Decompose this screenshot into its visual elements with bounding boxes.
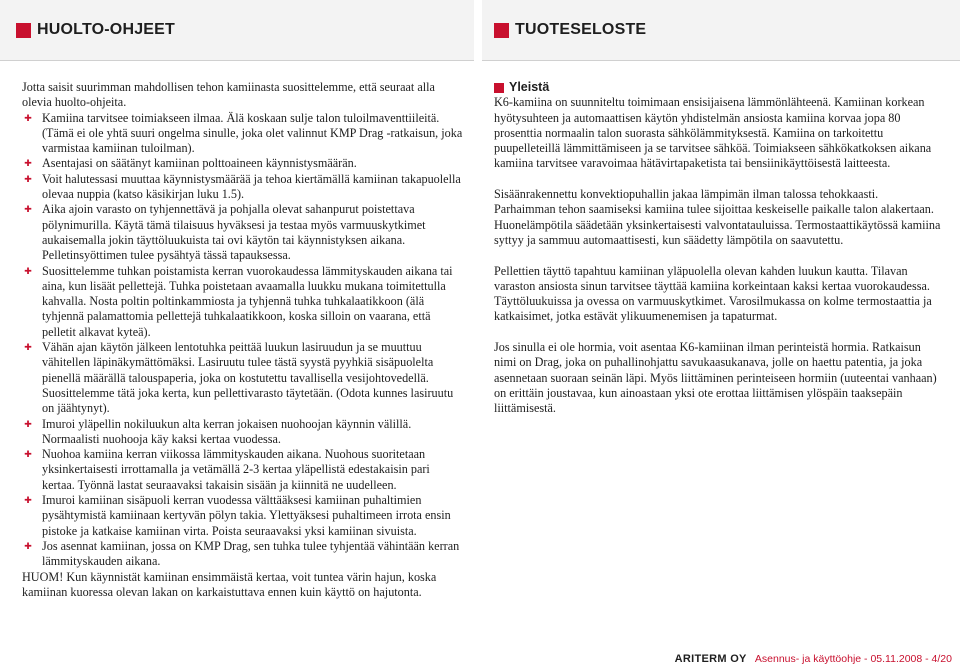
cross-icon: ✚	[24, 418, 32, 429]
bullet-item	[22, 539, 464, 570]
general-section-title: Yleistä	[509, 80, 550, 94]
bullet-item	[22, 111, 464, 157]
bullet-text: Voit halutessasi muuttaa käynnistysmäärää ja tehoa kiertämällä kamiinan takapuolella olevaa nuppia (katso käsikirjan luku 1.5).	[42, 171, 461, 202]
left-header-banner	[0, 0, 474, 61]
product-description	[494, 80, 942, 432]
cross-icon: ✚	[24, 173, 32, 184]
intro-paragraph: Jotta saisit suurimman mahdollisen tehon kamiinasta suosittelemme, että seuraat alla olevia huolto-ohjeita.	[22, 80, 435, 110]
bullet-item	[22, 172, 464, 203]
bullet-text: Jos asennat kamiinan, jossa on KMP Drag, sen tuhka tulee tyhjentää vähintään kerran lämmityskauden aikana.	[42, 538, 460, 569]
bullet-item	[22, 202, 464, 263]
cross-icon: ✚	[24, 265, 32, 276]
bullet-item	[22, 156, 464, 171]
square-marker-icon	[494, 23, 509, 38]
description-paragraph: K6-kamiina on suunniteltu toimimaan ensisijaisena lämmönlähteenä. Kamiinan korkean hyötysuhteen ja automaattisen käytön yhdistelmän ansiosta kamiina korvaa jopa 80 prosenttia normaalin talon suorasta sähkölämmityksestä. Kamiina on tarkoitettu puupelleteillä lämmittämiseen ja se tarvitsee sähköä. Toimiakseen sähkökatkoksen aikana kamiina tarvitsee varavoimaa hätävirtapaketista tai bensiinikäyttöisestä laitteesta.	[494, 95, 932, 171]
bullet-item	[22, 340, 464, 416]
cross-icon: ✚	[24, 112, 32, 123]
description-paragraph: Jos sinulla ei ole hormia, voit asentaa K6-kamiinan ilman perinteistä hormia. Ratkaisun nimi on Drag, joka on puhallinohjattu savukaasukanava, jolle on haettu patentia, ja joka asennetaan suoraan seinän läpi. Myös liittäminen perinteiseen hormiin (uuteentai vanhaan) on erittäin joustavaa, kun ainoastaan yksi ote erottaa liittämisen ylöspäin taaksepäin liittämisestä.	[494, 340, 937, 416]
general-section-heading	[494, 80, 942, 95]
bullet-text: Imuroi yläpellin nokiluukun alta kerran jokaisen nuohoojan käynnin välillä. Normaalisti nuohooja käy kaksi kertaa vuodessa.	[42, 416, 412, 446]
right-section-title: TUOTESELOSTE	[515, 21, 647, 38]
cross-icon: ✚	[24, 342, 32, 353]
bullet-text: Asentajasi on säätänyt kamiinan polttoaineen käynnistysmäärän.	[42, 156, 357, 171]
right-header-banner	[482, 0, 960, 61]
bullet-text: Vähän ajan käytön jälkeen lentotuhka peittää luukun lasiruudun ja se muuttuu vähitellen läpinäkymättömäksi. Lasiruutu tulee tästä syystä pyyhkiä sisäpuolelta pienellä määrällä talouspaperia, joka on kostutettu tavallisella vesijohtovedellä. Suosittelemme tätä joka kerta, kun pellettivarasto täytetään. (Odota kunnes lasiruutu on jäähtynyt).	[42, 340, 454, 416]
footer-document-info: Asennus- ja käyttöohje - 05.11.2008 - 4/20	[754, 653, 952, 665]
left-section-title: HUOLTO-OHJEET	[37, 21, 176, 38]
maintenance-bullet-list	[22, 111, 464, 570]
cross-icon: ✚	[24, 495, 32, 506]
bullet-item	[22, 264, 464, 340]
description-paragraph: Pellettien täyttö tapahtuu kamiinan yläpuolella olevan kahden luukun kautta. Tilavan varaston ansiosta sinun tarvitsee täyttää kamiina korkeintaan kaksi kertaa vuorokaudessa. Täyttöluukuissa ja ovessa on varmuuskytkimet. Varosilmukassa on kolme termostaattia ja katkaisimet, jotka estävät ylikuumenemisen ja tapaturmat.	[494, 263, 932, 324]
description-paragraph: Sisäänrakennettu konvektiopuhallin jakaa lämpimän ilman talossa tehokkaasti. Parhaimman tehon saamiseksi kamiina tulee sijoittaa keskeiselle paikalle talon alakertaan. Huonelämpötila säädetään yksinkertaisesti valvontatauluissa. Termostaattikäytössä kamiina syttyy ja sammuu automaattisesti, kun säädetty lämpötila on saavutettu.	[494, 187, 941, 247]
bullet-item	[22, 493, 464, 539]
notice-paragraph: HUOM! Kun käynnistät kamiinan ensimmäistä kertaa, voit tuntea värin hajun, koska kamiinan kuoressa olevan lakan on karkaistuttava ennen kuin käyttö on hajutonta.	[22, 570, 437, 600]
square-marker-icon	[494, 83, 504, 93]
square-marker-icon	[16, 23, 31, 38]
bullet-item	[22, 417, 464, 448]
cross-icon: ✚	[24, 449, 32, 460]
bullet-text: Kamiina tarvitsee toimiakseen ilmaa. Älä koskaan sulje talon tuloilmaventtiileitä. (Tämä ei ole yhtä suuri ongelma sinulle, joka olet valinnut KMP Drag -ratkaisun, joka varmistaa kamiinan tuloilman).	[42, 110, 463, 156]
cross-icon: ✚	[24, 158, 32, 169]
page-footer	[675, 653, 952, 665]
bullet-text: Suosittelemme tuhkan poistamista kerran vuorokaudessa lämmityskauden aikana tai aina, kun lisäät pellettejä. Tuhka poistetaan avaamalla luukku mukana toimitettulla kahvalla. Nosta poltin poltinkammiosta ja tyhjennä tuhka tuhkalaatikkoon (älä tyhjennä palamattomia pellettejä tuhkalaatikkoon, koska silloin on vaarana, että pelletit alkavat kyteä).	[42, 263, 453, 339]
bullet-item	[22, 447, 464, 493]
maintenance-instructions	[22, 80, 464, 570]
bullet-text: Nuohoa kamiina kerran viikossa lämmityskauden aikana. Nuohous suoritetaan yksinkertaisesti irrottamalla ja vetämällä 2-3 kertaa yläpellistä edestakaisin pari kertaa. Työnnä lastat seuraavaksi takaisin sisään ja kiinnitä ne uudelleen.	[42, 447, 430, 492]
cross-icon: ✚	[24, 204, 32, 215]
bullet-text: Imuroi kamiinan sisäpuoli kerran vuodessa välttääksesi kamiinan puhaltimien pysähtymistä kamiinaan kertyvän pölyn takia. Ylettyäksesi puhaltimeen irrota ensin pistoke ja katkaise kamiinan virta. Poista seuraavaksi yksi kamiinan sivuista.	[42, 493, 451, 538]
bullet-text: Aika ajoin varasto on tyhjennettävä ja pohjalla olevat sahanpurut poistettava pölynimurilla. Käytä tämä tilaisuus hyväksesi ja testaa myös varmuuskytkimet aukaisemalla jokin täyttöluukuista tai ovi käytön tai käynnistyksen aikana. Pelletinsyöttimen tulee pysähtyä tässä tapauksessa.	[42, 202, 426, 263]
cross-icon: ✚	[24, 540, 32, 551]
footer-brand: ARITERM OY	[674, 653, 747, 665]
